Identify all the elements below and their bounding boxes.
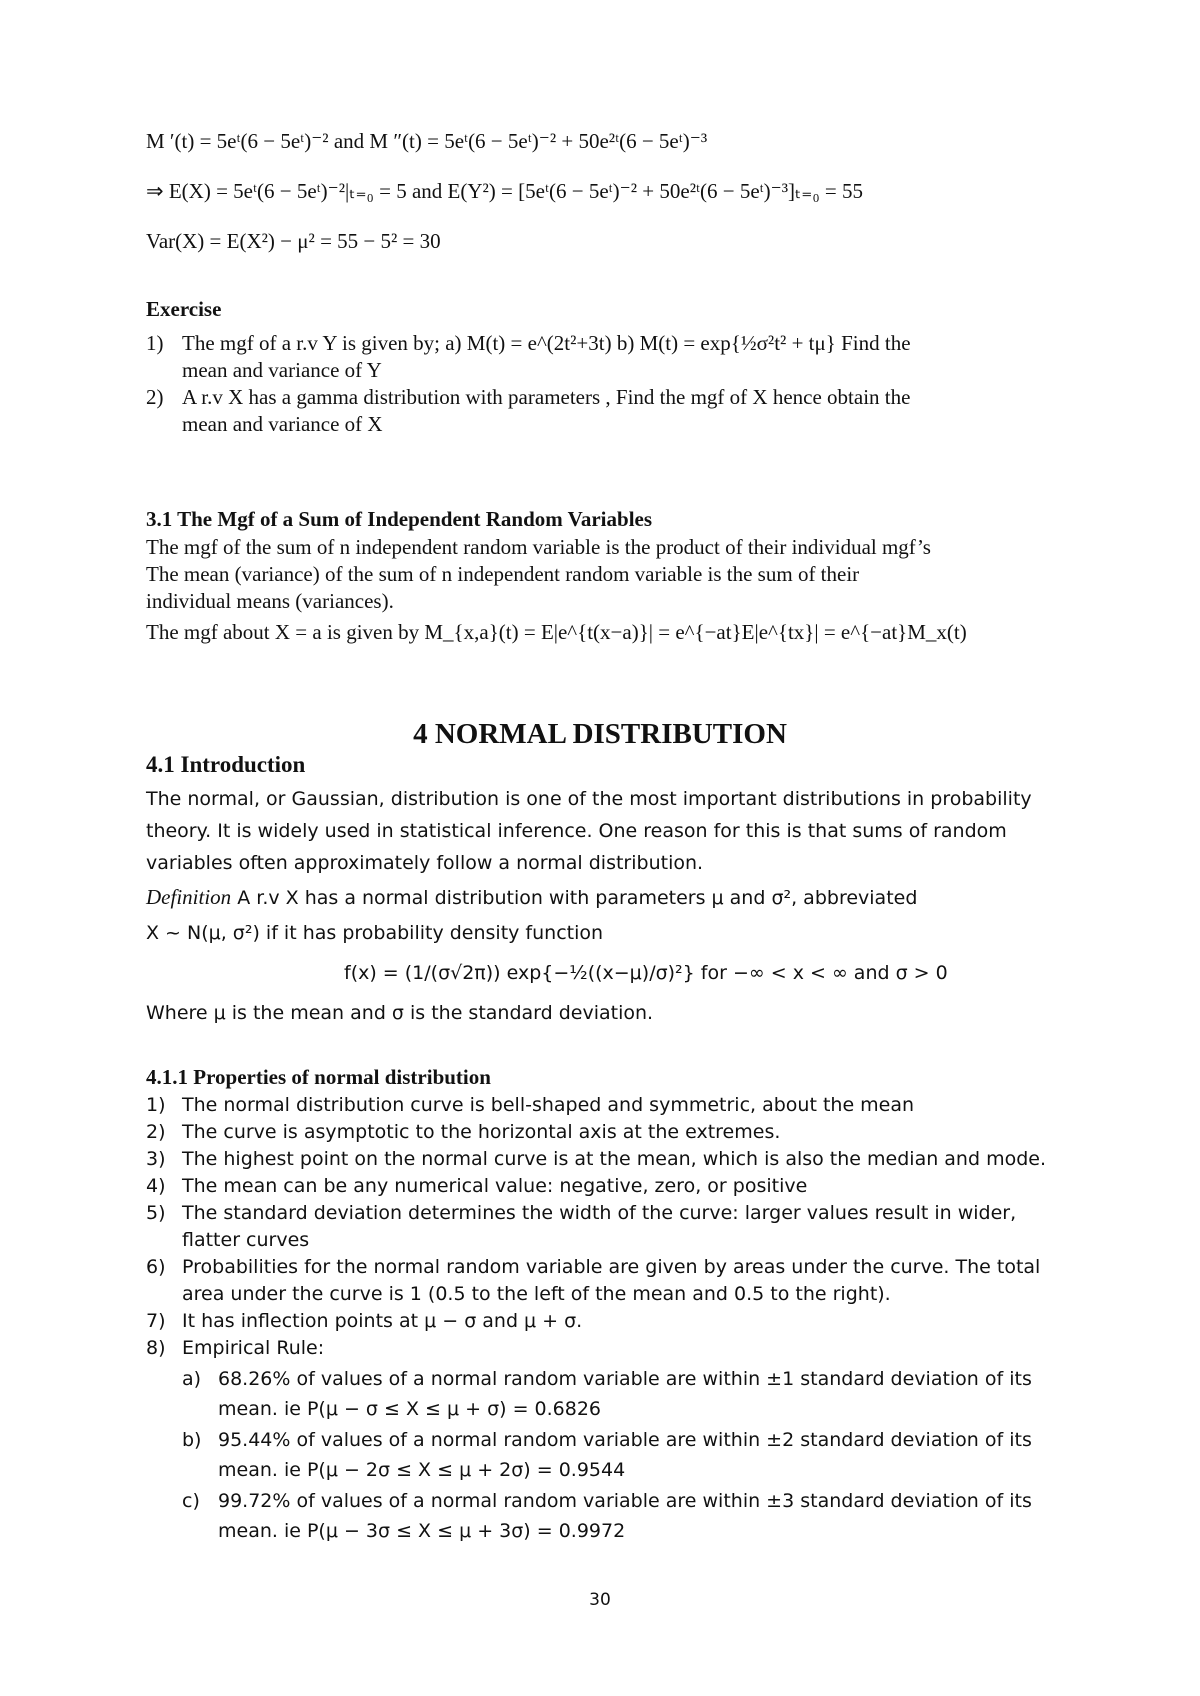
definition-text: A r.v X has a normal distribution with parameters μ and σ², abbreviated [231,887,918,909]
list-item [146,1200,1086,1254]
exercise-item [146,384,1086,438]
math-line-variance: Var(X) = E(X²) − μ² = 55 − 5² = 30 [146,229,441,253]
section-3-1-heading: 3.1 The Mgf of a Sum of Independent Random Variables [146,507,653,531]
empirical-item-text: 99.72% of values of a normal random variable are within ±3 standard deviation of its [218,1490,1032,1512]
exercise-item-text: The mgf of a r.v Y is given by; a) M(t) = e^(2t²+3t) b) M(t) = exp{½σ²t² + tμ} Find the [182,331,911,355]
intro-paragraph: variables often approximately follow a normal distribution. [146,852,704,874]
empirical-item-text: 95.44% of values of a normal random variable are within ±2 standard deviation of its [218,1429,1032,1451]
empirical-rule-item [182,1366,1086,1423]
list-item-text: The curve is asymptotic to the horizontal axis at the extremes. [182,1121,781,1143]
list-item-text: flatter curves [182,1229,310,1251]
list-item-number: 3) [146,1148,166,1170]
intro-paragraph: The normal, or Gaussian, distribution is one of the most important distributions in probability [146,788,1032,810]
list-item [146,1092,1086,1119]
empirical-item-text: 68.26% of values of a normal random variable are within ±1 standard deviation of its [218,1368,1032,1390]
list-item-number: 7) [146,1310,166,1332]
list-item [146,1254,1086,1308]
intro-paragraph: theory. It is widely used in statistical inference. One reason for this is that sums of random [146,820,1007,842]
list-item-text: It has inflection points at μ − σ and μ + σ. [182,1310,583,1332]
empirical-item-formula: mean. ie P(μ − 3σ ≤ X ≤ μ + 3σ) = 0.9972 [218,1520,626,1542]
exercise-list [146,330,1086,438]
section-4-1-1-heading: 4.1.1 Properties of normal distribution [146,1065,491,1089]
list-item [146,1308,1086,1335]
empirical-item-formula: mean. ie P(μ − σ ≤ X ≤ μ + σ) = 0.6826 [218,1398,602,1420]
section-3-1-paragraph: individual means (variances). [146,589,394,613]
list-item-text: The standard deviation determines the width of the curve: larger values result in wider, [182,1202,1017,1224]
exercise-item-cont: mean and variance of X [182,412,383,436]
empirical-item-letter: c) [182,1490,200,1512]
mgf-about-a-formula: The mgf about X = a is given by M_{x,a}(t) = E|e^{t(x−a)}| = e^{−at}E|e^{tx}| = e^{−at}M_x(t) [146,620,967,644]
list-item-text: The highest point on the normal curve is at the mean, which is also the median and mode. [182,1148,1046,1170]
list-item-number: 5) [146,1202,166,1224]
properties-list [146,1092,1086,1545]
exercise-item-number: 2) [146,385,164,409]
math-line-derivatives: M ′(t) = 5eᵗ(6 − 5eᵗ)⁻² and M ″(t) = 5eᵗ(6 − 5eᵗ)⁻² + 50e²ᵗ(6 − 5eᵗ)⁻³ [146,129,708,153]
math-line-expectations: ⇒ E(X) = 5eᵗ(6 − 5eᵗ)⁻²|ₜ₌₀ = 5 and E(Y²) = [5eᵗ(6 − 5eᵗ)⁻² + 50e²ᵗ(6 − 5eᵗ)⁻³]ₜ₌₀ = 55 [146,179,863,203]
list-item [146,1173,1086,1200]
list-item-text: Probabilities for the normal random variable are given by areas under the curve. The total [182,1256,1041,1278]
section-3-1-paragraph: The mgf of the sum of n independent random variable is the product of their individual mgf’s [146,535,931,559]
list-item-number: 6) [146,1256,166,1278]
empirical-item-letter: b) [182,1429,202,1451]
empirical-rule-item [182,1427,1086,1484]
definition-line [146,884,917,911]
list-item-text: Empirical Rule: [182,1337,325,1359]
list-item-text: area under the curve is 1 (0.5 to the left of the mean and 0.5 to the right). [182,1283,891,1305]
definition-line-2: X ~ N(μ, σ²) if it has probability density function [146,922,604,944]
exercise-heading: Exercise [146,297,222,321]
list-item-text: The normal distribution curve is bell-shaped and symmetric, about the mean [182,1094,915,1116]
section-3-1-paragraph: The mean (variance) of the sum of n independent random variable is the sum of their [146,562,860,586]
page-number: 30 [589,1590,611,1610]
list-item-number: 8) [146,1337,166,1359]
list-item [146,1119,1086,1146]
empirical-rule-item [182,1488,1086,1545]
section-4-1-heading: 4.1 Introduction [146,752,306,777]
normal-pdf-formula: f(x) = (1/(σ√2π)) exp{−½((x−μ)/σ)²} for −∞ < x < ∞ and σ > 0 [344,962,948,984]
where-line: Where μ is the mean and σ is the standard deviation. [146,1002,654,1024]
list-item [146,1335,1086,1545]
list-item [146,1146,1086,1173]
definition-label: Definition [146,885,232,909]
list-item-number: 2) [146,1121,166,1143]
exercise-item [146,330,1086,384]
list-item-number: 1) [146,1094,166,1116]
empirical-item-formula: mean. ie P(μ − 2σ ≤ X ≤ μ + 2σ) = 0.9544 [218,1459,626,1481]
exercise-item-text: A r.v X has a gamma distribution with parameters , Find the mgf of X hence obtain the [182,385,911,409]
chapter-title: 4 NORMAL DISTRIBUTION [413,718,787,750]
exercise-item-cont: mean and variance of Y [182,358,382,382]
exercise-item-number: 1) [146,331,164,355]
empirical-item-letter: a) [182,1368,202,1390]
list-item-text: The mean can be any numerical value: negative, zero, or positive [182,1175,808,1197]
list-item-number: 4) [146,1175,166,1197]
